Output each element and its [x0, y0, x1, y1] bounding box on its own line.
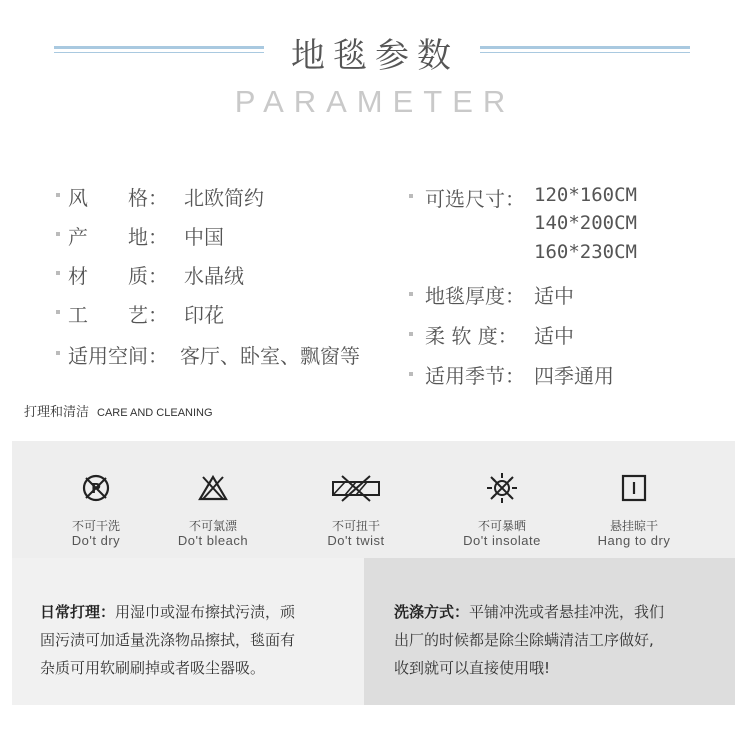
care-section-title — [24, 401, 213, 420]
title-row — [0, 26, 750, 76]
param-label-size: 可选尺寸： — [425, 187, 525, 211]
daily-care-label: 日常打理： — [40, 603, 116, 621]
param-value-size-1: 120*160CM — [534, 184, 637, 206]
param-value-material: 水晶绒 — [184, 264, 244, 288]
care-title-en: CARE AND CLEANING — [97, 407, 213, 419]
no-sun-icon — [484, 471, 520, 505]
bullet — [409, 332, 413, 336]
param-value-origin: 中国 — [184, 225, 224, 249]
page-title: 地毯参数 — [291, 36, 459, 76]
care-item-cn: 不可干洗 — [71, 519, 120, 533]
param-value-size-2: 140*200CM — [534, 212, 637, 234]
care-item-en: Do't bleach — [177, 533, 249, 548]
bullet — [56, 193, 60, 197]
care-item-cn: 不可扭干 — [331, 519, 380, 533]
param-value-thickness: 适中 — [534, 284, 574, 308]
care-icons-panel — [12, 441, 735, 558]
wash-method-box — [364, 558, 735, 705]
param-label-space: 适用空间： — [68, 344, 168, 368]
daily-care-text — [40, 598, 295, 682]
care-item-en: Do't twist — [327, 533, 385, 548]
care-item-cn: 不可暴晒 — [477, 519, 526, 533]
hang-dry-icon — [618, 473, 650, 503]
bullet — [409, 292, 413, 296]
page-subtitle: PARAMETER — [234, 84, 516, 119]
param-value-craft: 印花 — [184, 303, 224, 327]
bullet — [409, 372, 413, 376]
care-item-no-wring — [296, 441, 416, 558]
daily-care-line-3: 杂质可用软刷刷掉或者吸尘器吸。 — [40, 659, 266, 677]
param-label-softness: 柔 软 度： — [425, 324, 518, 348]
bullet — [56, 351, 60, 355]
daily-care-line-2: 固污渍可加适量洗涤物品擦拭，毯面有 — [40, 631, 296, 649]
care-item-cn: 不可氯漂 — [188, 519, 237, 533]
param-label-craft: 工 艺： — [68, 303, 168, 327]
care-item-no-sun — [442, 441, 562, 558]
param-value-style: 北欧简约 — [184, 186, 264, 210]
param-value-size-3: 160*230CM — [534, 241, 637, 263]
bullet — [409, 194, 413, 198]
param-label-season: 适用季节： — [425, 364, 525, 388]
no-dry-clean-icon — [80, 473, 112, 503]
care-title-cn: 打理和清洁 — [24, 405, 90, 420]
care-item-en: Hang to dry — [597, 533, 671, 548]
wash-method-label: 洗涤方式： — [394, 603, 470, 621]
param-label-material: 材 质： — [68, 264, 168, 288]
wash-method-line-3: 收到就可以直接使用哦! — [394, 659, 551, 677]
wash-method-line-2: 出厂的时候都是除尘除螨清洁工序做好, — [394, 631, 654, 649]
daily-care-line-1: 用湿巾或湿布擦拭污渍，顽 — [115, 603, 296, 621]
care-item-no-dry-clean — [36, 441, 156, 558]
daily-care-box — [12, 558, 364, 705]
bullet — [56, 310, 60, 314]
care-item-en: Do't dry — [71, 533, 121, 548]
care-item-en: Do't insolate — [463, 533, 541, 548]
bullet — [56, 232, 60, 236]
wash-method-line-1: 平铺冲洗或者悬挂冲洗，我们 — [469, 603, 665, 621]
no-wring-icon — [330, 473, 382, 503]
param-label-origin: 产 地： — [68, 225, 168, 249]
no-bleach-icon — [197, 473, 229, 503]
title-decoration-right — [480, 46, 690, 53]
wash-method-text — [394, 598, 664, 682]
param-label-thickness: 地毯厚度： — [425, 284, 525, 308]
param-value-season: 四季通用 — [534, 364, 614, 388]
svg-text:P: P — [91, 482, 101, 497]
care-item-no-bleach — [153, 441, 273, 558]
bullet — [56, 271, 60, 275]
param-value-space: 客厅、卧室、飘窗等 — [180, 344, 360, 368]
care-item-cn: 悬挂晾干 — [609, 519, 658, 533]
care-item-hang-dry — [574, 441, 694, 558]
param-value-softness: 适中 — [534, 324, 574, 348]
param-label-style: 风 格： — [68, 186, 168, 210]
